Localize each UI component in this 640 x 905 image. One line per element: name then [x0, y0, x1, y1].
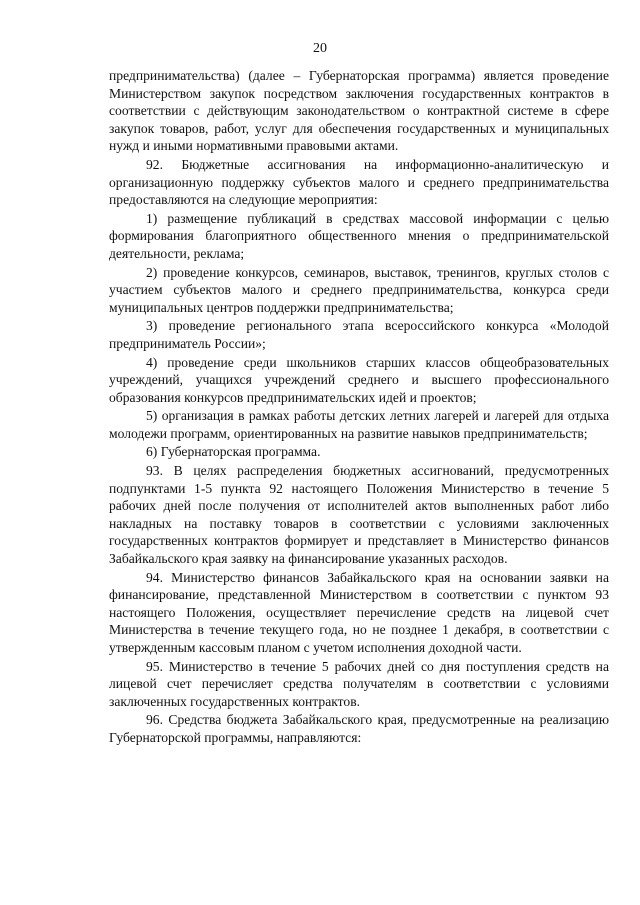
document-body — [109, 67, 609, 747]
list-item-2: 2) проведение конкурсов, семинаров, выставок, тренингов, круглых столов с участием субъектов малого и среднего предпринимательства, конкурса среди муниципальных центров поддержки предпринимательства; — [109, 264, 609, 315]
list-item-5: 5) организация в рамках работы детских летних лагерей и лагерей для отдыха молодежи программ, ориентированных на развитие навыков предпринимательств; — [109, 408, 609, 441]
paragraph-continuation: предпринимательства) (далее – Губернаторская программа) является проведение Министерством закупок посредством заключения государственных контрактов в соответствии с действующим законодательством о контрактной системе в сфере закупок товаров, работ, услуг для обеспечения государственных и муниципальных нужд и иными нормативными правовыми актами. — [109, 68, 609, 154]
list-item-1: 1) размещение публикаций в средствах массовой информации с целью формирования благоприятного общественного мнения о предпринимательской деятельности, реклама; — [109, 210, 609, 261]
list-item-4: 4) проведение среди школьников старших классов общеобразовательных учреждений, учащихся учреждений среднего и высшего профессионального образования конкурсов предпринимательских идей и проектов; — [109, 354, 609, 405]
list-item-6: 6) Губернаторская программа. — [146, 444, 321, 460]
paragraph-95: 95. Министерство в течение 5 рабочих дней со дня поступления средств на лицевой счет перечисляет средства получателям в соответствии с условиями заключенных государственных контрактов. — [109, 658, 609, 709]
paragraph-96: 96. Средства бюджета Забайкальского края, предусмотренные на реализацию Губернаторской программы, направляются: — [109, 712, 609, 745]
paragraph-92: 92. Бюджетные ассигнования на информационно-аналитическую и организационную поддержку субъектов малого и среднего предпринимательства предоставляются на следующие мероприятия: — [109, 156, 609, 208]
list-item-3: 3) проведение регионального этапа всероссийского конкурса «Молодой предприниматель России»; — [109, 318, 609, 351]
paragraph-93: 93. В целях распределения бюджетных ассигнований, предусмотренных подпунктами 1-5 пункта 92 настоящего Положения Министерство в течение 5 рабочих дней после получения от исполнителей актов выполненных работ либо накладных на поставку товаров в соответствии с условиями заключенных государственных контрактов формирует и представляет в Министерство финансов Забайкальского края заявку на финансирование указанных расходов. — [109, 463, 609, 567]
paragraph-94: 94. Министерство финансов Забайкальского края на основании заявки на финансирование, представленной Министерством в соответствии с пунктом 93 настоящего Положения, осуществляет перечисление средств на лицевой счет Министерства в течение текущего года, но не позднее 1 декабря, в соответствии с утвержденным кассовым планом с учетом исполнения доходной части. — [109, 569, 609, 655]
page-number: 20 — [313, 41, 327, 56]
